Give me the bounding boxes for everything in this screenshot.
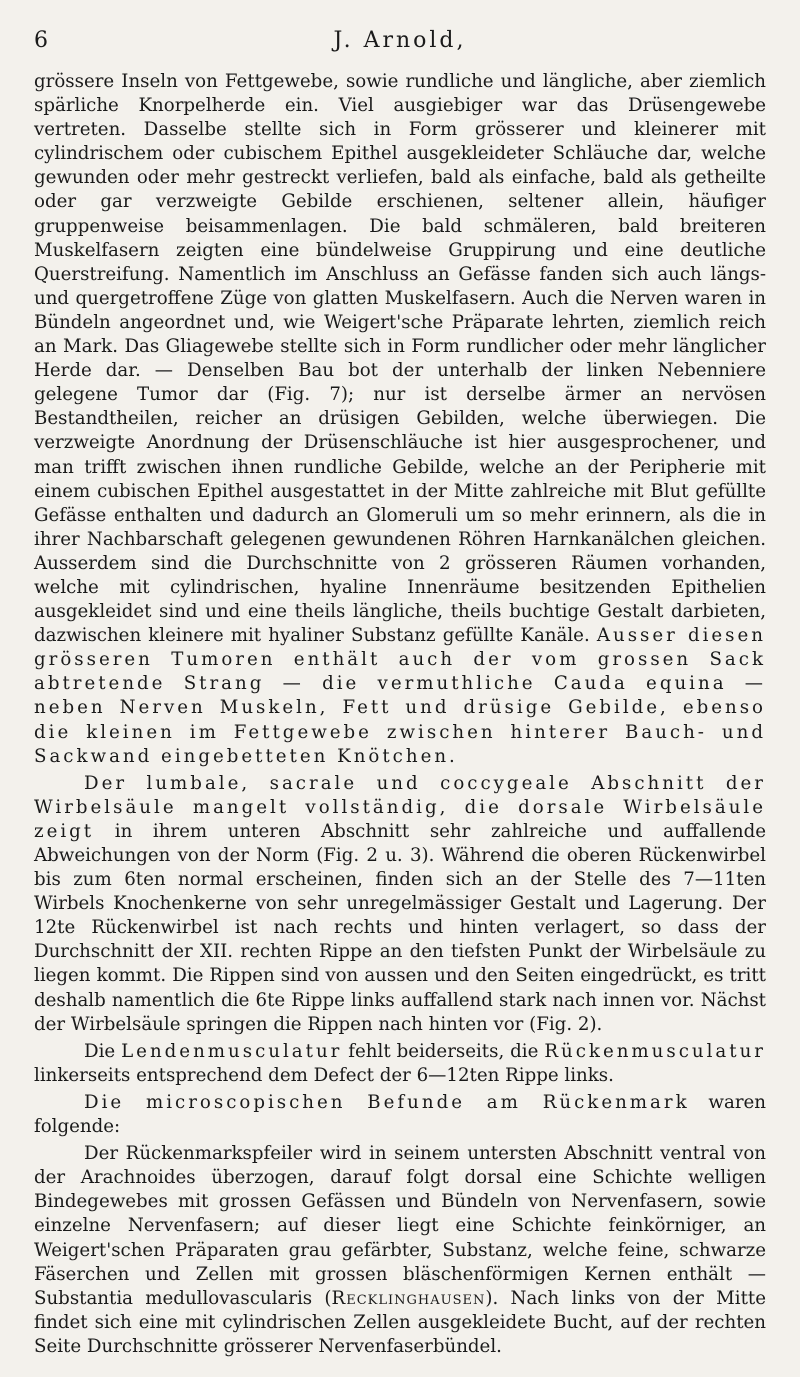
paragraph-1-spaced-text: Ausser diesen grösseren Tumoren enthält auch der vom grossen Sack abtretende Strang — die vermuthliche Cauda equina — neben Nerven Muskeln, Fett und drüsige Gebilde, ebenso die kleinen im Fettgewebe zwischen hinterer Bauch- und Sackwand eingebetteten Knötchen. <box>34 625 766 767</box>
paragraph-5-text-a: Der Rückenmarkspfeiler wird in seinem untersten Abschnitt ventral von der Arachnoides überzogen, darauf folgt dorsal eine Schichte welligen Bindegewebes mit grossen Gefässen und Bündeln von Nervenfasern, sowie einzelne Nervenfasern; auf dieser liegt eine Schichte feinkörniger, an Weigert'schen Präparaten grau gefärbter, Substanz, welche feine, schwarze Fäserchen und Zellen mit grossen bläschenförmigen Kernen enthält — Substantia medullovascularis ( <box>34 1143 766 1309</box>
body-text <box>34 70 766 1359</box>
paragraph-3-text-a: Die <box>84 1040 122 1062</box>
paragraph-4 <box>34 1091 766 1139</box>
paragraph-3 <box>34 1040 766 1088</box>
paragraph-2 <box>34 772 766 1037</box>
paragraph-5-text-b: ). Nach links von der Mitte findet sich eine mit cylindrischen Zellen ausgekleidete Bucht, auf der rechten Seite Durchschnitte grösserer Nervenfaserbündel. <box>34 1287 766 1357</box>
paragraph-3-spaced-a: Lendenmusculatur <box>121 1040 343 1062</box>
running-head: J. Arnold, <box>333 28 467 53</box>
paragraph-2-text: in ihrem unteren Abschnitt sehr zahlreiche und auffallende Abweichungen von der Norm (Fig. 2 u. 3). Während die oberen Rückenwirbel bis zum 6ten normal erscheinen, finden sich an der Stelle des 7—11ten Wirbels Knochenkerne von sehr unregelmässiger Gestalt und Lagerung. Der 12te Rückenwirbel ist nach rechts und hinten verlagert, so dass der Durchschnitt der XII. rechten Rippe an den tiefsten Punkt der Wirbelsäule zu liegen kommt. Die Rippen sind von aussen und den Seiten eingedrückt, es tritt deshalb namentlich die 6te Rippe links auffallend stark nach innen vor. Nächst der Wirbelsäule springen die Rippen nach hinten vor (Fig. 2). <box>34 820 766 1035</box>
paragraph-4-text: waren folgende: <box>34 1091 766 1138</box>
page-header <box>34 28 766 58</box>
paragraph-1 <box>34 70 766 769</box>
page-number: 6 <box>34 28 48 53</box>
paragraph-1-text: grössere Inseln von Fettgewebe, sowie rundliche und längliche, aber ziemlich spärliche Knorpelherde ein. Viel ausgiebiger war das Drüsengewebe vertreten. Dasselbe stellte sich in Form grösserer und kleinerer mit cylindrischem oder cubischem Epithel ausgekleideter Schläuche dar, welche gewunden oder mehr gestreckt verliefen, bald als einfache, bald als getheilte oder gar verzweigte Gebilde erschienen, seltener allein, häufiger gruppenweise beisammenlagen. Die bald schmäleren, bald breiteren Muskelfasern zeigten eine bündelweise Gruppirung und eine deutliche Querstreifung. Namentlich im Anschluss an Gefässe fanden sich auch längs- und quergetroffene Züge von glatten Muskelfasern. Auch die Nerven waren in Bündeln angeordnet und, wie Weigert'sche Präparate lehrten, ziemlich reich an Mark. Das Gliagewebe stellte sich in Form rundlicher oder mehr länglicher Herde dar. — Denselben Bau bot der unterhalb der linken Nebenniere gelegene Tumor dar (Fig. 7); nur ist derselbe ärmer an nervösen Bestandtheilen, reicher an drüsigen Gebilden, welche überwiegen. Die verzweigte Anordnung der Drüsenschläuche ist hier ausgesprochener, und man trifft zwischen ihnen rundliche Gebilde, welche an der Peripherie mit einem cubischen Epithel ausgestattet in der Mitte zahlreiche mit Blut gefüllte Gefässe enthalten und dadurch an Glomeruli um so mehr erinnern, als die in ihrer Nachbarschaft gelegenen gewundenen Röhren Harnkanälchen gleichen. Ausserdem sind die Durchschnitte von 2 grösseren Räumen vorhanden, welche mit cylindrischen, hyaline Innenräume besitzenden Epithelien ausgekleidet sind und eine theils längliche, theils buchtige Gestalt darbieten, dazwischen kleinere mit hyaliner Substanz gefüllte Kanäle. <box>34 71 766 647</box>
author-name-small-caps: Recklinghausen <box>331 1287 486 1309</box>
paragraph-2-spaced-text: Der lumbale, sacrale und coccygeale Abschnitt der Wirbelsäule mangelt vollständig, die dorsale Wirbelsäule zeigt <box>34 772 766 842</box>
paragraph-4-spaced-text: Die microscopischen Befunde am Rückenmark <box>84 1091 690 1113</box>
paragraph-5 <box>34 1142 766 1359</box>
paragraph-3-spaced-b: Rückenmusculatur <box>544 1040 766 1062</box>
paragraph-3-text-c: linkerseits entsprechend dem Defect der 6—12ten Rippe links. <box>34 1064 614 1086</box>
paragraph-3-text-b: fehlt beiderseits, die <box>342 1040 545 1062</box>
